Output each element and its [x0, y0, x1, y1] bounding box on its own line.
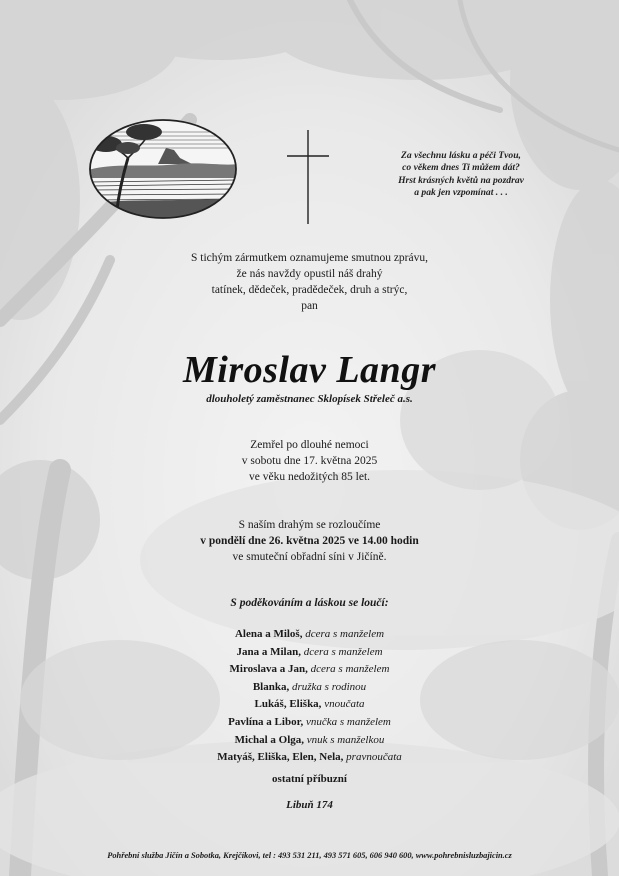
mourners-list	[0, 626, 619, 767]
cross-icon	[286, 128, 330, 226]
poem	[376, 150, 546, 200]
intro-line: S tichým zármutkem oznamujeme smutnou zprávu,	[191, 252, 428, 264]
mourner-names: Jana a Milan,	[236, 645, 301, 658]
funeral-line: S naším drahým se rozloučíme	[238, 519, 381, 531]
mourner-relation: vnoučata	[324, 698, 365, 711]
death-line: Zemřel po dlouhé nemoci	[250, 439, 369, 451]
funeral-date: v pondělí dne 26. května 2025 ve 14.00 hodin	[200, 535, 419, 547]
mourner-relation: vnučka s manželem	[305, 715, 391, 728]
mourner-relation: dcera s manželem	[305, 628, 385, 640]
mourner-row	[0, 644, 619, 662]
intro-line: tatínek, dědeček, pradědeček, druh a strýc,	[211, 284, 408, 296]
mourner-relation: dcera s manželem	[310, 663, 390, 676]
mourner-names: Blanka,	[252, 680, 290, 693]
funeral-place: ve smuteční obřadní síni v Jičíně.	[232, 551, 387, 563]
poem-line: co věkem dnes Ti můžem dát?	[402, 162, 520, 174]
mourner-relation: dcera s manželem	[303, 645, 383, 658]
mourner-row	[0, 749, 619, 767]
death-line: ve věku nedožitých 85 let.	[248, 471, 371, 483]
mourner-names: Pavlína a Libor,	[228, 715, 304, 728]
mourner-relation: družka s rodinou	[291, 680, 367, 693]
family-address: Libuň 174	[286, 799, 333, 811]
mourner-relation: vnuk s manželkou	[306, 733, 385, 746]
mourner-names: Miroslava a Jan,	[229, 663, 308, 676]
mourner-names: Lukáš, Eliška,	[254, 698, 322, 711]
funeral-details	[0, 517, 619, 565]
announcement-intro	[0, 250, 619, 314]
mourner-names: Alena a Miloš,	[234, 628, 303, 640]
landscape-oval-image	[88, 118, 238, 220]
other-relatives: ostatní příbuzní	[272, 773, 347, 785]
intro-line: pan	[301, 300, 318, 312]
mourner-row	[0, 696, 619, 714]
funeral-service-footer: Pohřební služba Jičín a Sobotka, Krejčíkovi, tel : 493 531 211, 493 571 605, 606 940 600, www.pohrebnisluzbajicin.cz	[107, 851, 512, 860]
mourner-relation: pravnoučata	[346, 751, 402, 764]
mourner-row	[0, 626, 619, 644]
intro-line: že nás navždy opustil náš drahý	[236, 268, 383, 280]
death-line: v sobotu dne 17. května 2025	[241, 455, 378, 467]
poem-line: a pak jen vzpomínat . . .	[414, 187, 508, 199]
mourner-row	[0, 732, 619, 750]
poem-line: Hrst krásných květů na pozdrav	[398, 174, 524, 186]
mourner-row	[0, 661, 619, 679]
mourner-names: Matyáš, Eliška, Elen, Nela,	[217, 751, 344, 764]
mourner-row	[0, 679, 619, 697]
mourner-names: Michal a Olga,	[234, 733, 304, 746]
death-details	[0, 437, 619, 485]
poem-line: Za všechnu lásku a péči Tvou,	[401, 150, 521, 161]
deceased-name: Miroslav Langr	[183, 349, 436, 391]
mourner-row	[0, 714, 619, 732]
thanks-heading: S poděkováním a láskou se loučí:	[230, 597, 389, 609]
deceased-occupation: dlouholetý zaměstnanec Sklopísek Střeleč a.s.	[206, 393, 413, 405]
